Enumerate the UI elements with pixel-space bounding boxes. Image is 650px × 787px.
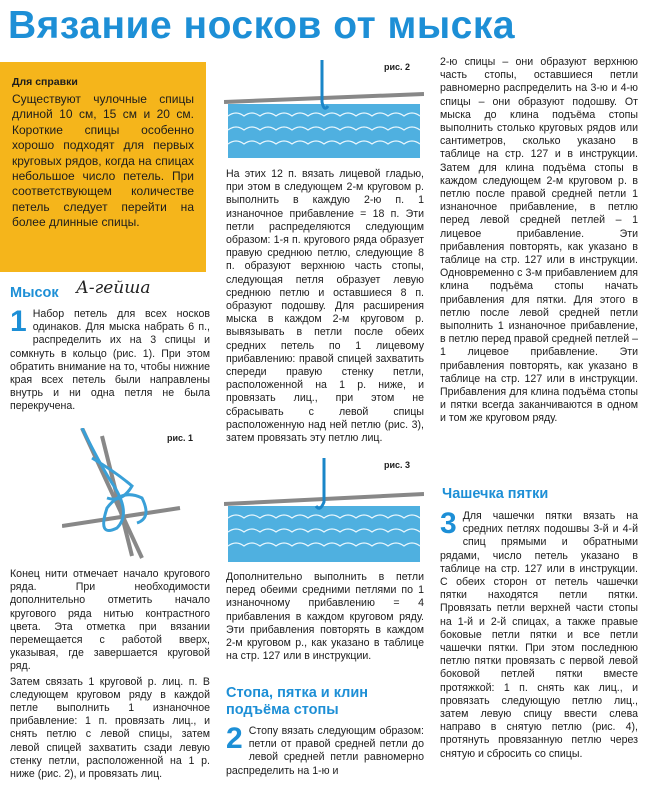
purl-increase-text: Дополнительно выполнить в петли перед обеими средними петлями по 1 изнаночному прибавлению = 4 прибавления в каждом круговом ряду. Эти прибавления повторять в каждом 2-м круговом р., как указано в таблице на стр. 127 или в инструкции. bbox=[226, 571, 424, 663]
section-title-foot: Стопа, пятка и клин подъёма стопы bbox=[226, 685, 369, 718]
column-2-step2 bbox=[226, 722, 424, 780]
column-1-continued bbox=[10, 568, 210, 783]
column-1-step1 bbox=[10, 305, 210, 416]
signature-watermark: А-гейша bbox=[76, 278, 151, 298]
figure-3-label: рис. 3 bbox=[384, 460, 411, 470]
step3-text: Для чашечки пятки вязать на средних петлях подошвы 3-й и 4-й спиц прямыми и обратными рядами, число петель указано в таблице на стр. 127 или в инструкции. С обеих сторон от петель чашечки пятки находятся петли пятки. Провязать петли верхней части стопы на 1-й и 2-й спицах, а также правые боковые петли пятки и все петли чашечки пятки. При этом последнюю петлю пятки провязать с первой левой боковой петлей пятки вместе протяжкой: 1 п. снять как лиц., и провязать следующую петлю лиц., затем левую спицу ввести слева направо в снятую петлю (рис. 4), протянуть провязанную петлю через снятую и сбросить со спицы. bbox=[440, 510, 638, 760]
figure-1-label: рис. 1 bbox=[167, 433, 194, 443]
reference-text: Существуют чулочные спицы длиной 10 см, 15 см и 20 см. Короткие спицы особенно хорошо подходят для первых круговых рядов, когда на спицах небольшое число петель. При соответствующем количестве петель следует перейти на более длинные спицы. bbox=[12, 92, 194, 230]
column-3-text-1 bbox=[440, 56, 638, 428]
step1-text: Набор петель для всех носков одинаков. Для мыска набрать 6 п., распределить их на 3 спицы и сомкнуть в кольцо (рис. 1). При этом обратить внимание на то, чтобы нижние края всех петель были направлены внутрь и ни одна петля не была перекручена. bbox=[10, 308, 210, 413]
figure-2-label: рис. 2 bbox=[384, 62, 411, 72]
step-number-2: 2 bbox=[226, 722, 243, 755]
figure-1-needles-illustration bbox=[62, 428, 192, 563]
instep-text: 2-ю спицы – они образуют верхнюю часть стопы, оставшиеся петли равномерно распределить на 3-ю и 4-ю спицы – они образуют подошву. От мыска до клина подъёма стопы выполнить столько круговых рядов или сантиметров, сколько указано в таблице на стр. 127 и в инструкции. Затем для клина подъёма стопы в каждом следующем 2-м круговом р. в петлю после правой средней петли 1 изнаночное прибавление, в петлю перед левой средней петлей – 1 лицевое прибавление. Эти прибавления повторять, как указано в таблице на стр. 127 или в инструкции. Одновременно с 3-м прибавлением для клина подъёма стопы начать прибавления для пятки. Для этого в петлю после левой средней петли выполнить 1 изнаночное прибавление, в петлю перед правой средней петлей – 1 лицевое прибавление. Эти прибавления повторять, как указано в таблице на стр. 127 или в инструкции. Прибавления для клина подъёма стопы и пятки всегда заканчиваются в одном и том же круговом ряду. bbox=[440, 56, 638, 425]
section-title-heel: Чашечка пятки bbox=[442, 486, 549, 502]
step-number-1: 1 bbox=[10, 305, 27, 338]
reference-heading: Для справки bbox=[12, 76, 78, 88]
figure-3-knit-swatch bbox=[224, 458, 424, 564]
column-3-step3 bbox=[440, 507, 638, 763]
column-2-text-2 bbox=[226, 571, 424, 665]
foot-stitches-text: На этих 12 п. вязать лицевой гладью, при этом в следующем 2-м круговом р. выполнить в каждую 2-ю п. 1 изнаночное прибавление = 18 п. Эти петли распределяются следующим образом: 1-я п. кругового ряда образует правую среднюю петлю, следующие 8 п. образуют верхнюю часть стопы, следующая петля образует левую среднюю петлю и оставшиеся 8 п. образуют подошву. Для расширения мыска в каждом 2-м круговом р. вывязывать в петли после обеих средних петель по 1 лицевому прибавлению: правой спицей захватить спереди правую стенку петли, расположенной на 1 р. ниже, и провязать лиц., при этом не сбрасывать с левой спицы расположенную над ней петлю (рис. 3), затем провязать эту петлю лиц. bbox=[226, 168, 424, 445]
round-marker-text: Конец нити отмечает начало кругового ряда. При необходимости дополнительно отметить начало кругового ряда нитью контрастного цвета. Эта отметка при вязании перемещается с работой вверх, указывая, где завершается круговой ряд. bbox=[10, 568, 210, 673]
step2-text: Стопу вязать следующим образом: петли от правой средней петли до левой средней петли равномерно распределить на 1-ю и bbox=[226, 725, 424, 777]
figure-2-knit-swatch bbox=[224, 60, 424, 160]
increase-text: Затем связать 1 круговой р. лиц. п. В следующем круговом ряду в каждой петле выполнить 1 изнаночное прибавление: 1 п. провязать лиц., и снять петлю с левой спицы, затем левой спицей захватить сзади левую стенку петли, расположенной на 1 р. ниже (рис. 2), и провязать лиц. bbox=[10, 675, 210, 781]
column-2-text-1 bbox=[226, 168, 424, 447]
step-number-3: 3 bbox=[440, 507, 457, 540]
page-title: Вязание носков от мыска bbox=[8, 4, 516, 47]
reference-box bbox=[0, 62, 206, 272]
section-title-toe: Мысок bbox=[10, 285, 59, 301]
